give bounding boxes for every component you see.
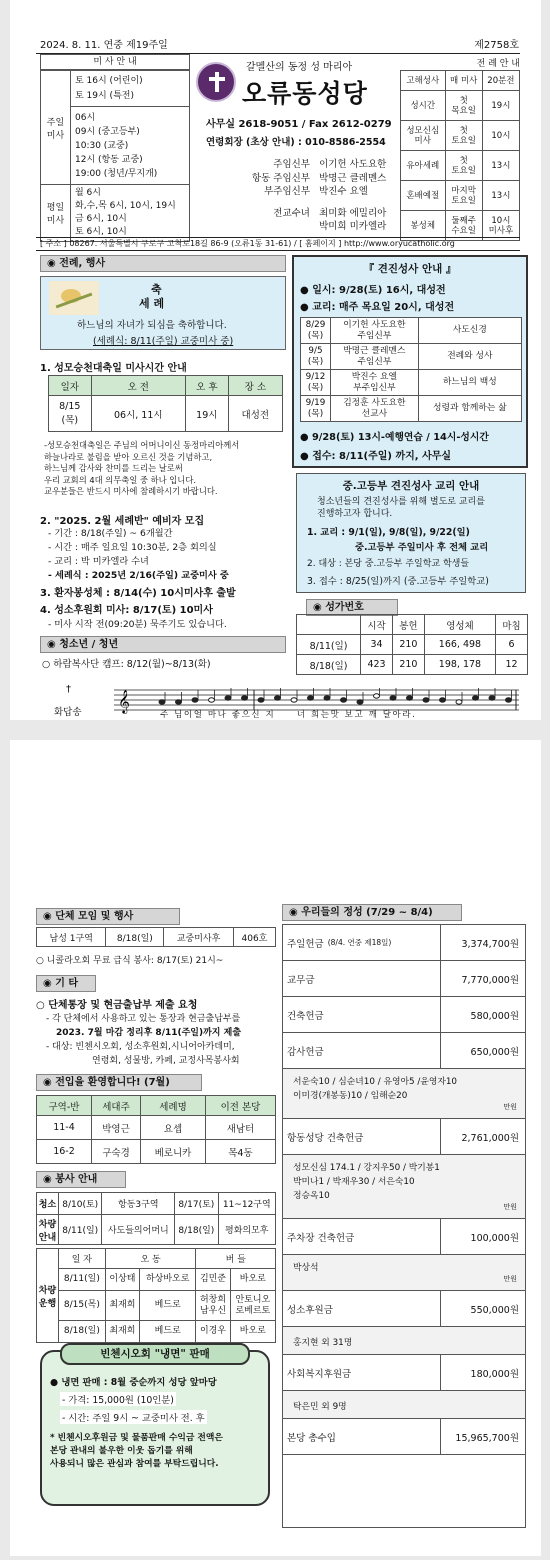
driver-head: 버 들: [196, 1249, 276, 1269]
offering-label: 성소후원금: [287, 1304, 333, 1316]
parish-subtitle: 갈멜산의 동정 성 마리아: [246, 62, 353, 73]
confirmation-cell: 박진수 요엘 부주임신부: [331, 370, 419, 396]
vocation-mass: 4. 성소후원회 미사: 8/17(토) 10미사: [40, 605, 213, 616]
confirmation-row: [301, 344, 522, 370]
offering-row: [283, 1033, 525, 1069]
note-head: [473, 696, 479, 700]
note-head: [225, 696, 231, 700]
confirmation-cell: 9/19 (목): [301, 396, 331, 422]
driver-cell: 8/15(목): [59, 1291, 106, 1321]
unit-label: 만원: [503, 1275, 517, 1283]
driver-head: 일 자: [59, 1249, 106, 1269]
confirmation-rehearsal: ● 9/28(토) 13시-예행연습 / 14시-성시간: [300, 432, 489, 443]
note-head: [489, 696, 495, 700]
nicola-service: ○ 니콜라오회 무료 급식 봉사: 8/17(토) 21시~: [36, 956, 224, 966]
offering-amount: 100,000원: [470, 1232, 519, 1244]
rite-cell: 첫 토요일: [445, 121, 482, 151]
driver-cell: 최재희: [105, 1291, 139, 1321]
note-head: [242, 696, 248, 700]
confirmation-cell: 8/29 (목): [301, 318, 331, 344]
confirmation-cell: 김정훈 사도요한 선교사: [331, 396, 419, 422]
confirmation-register: ● 접수: 8/11(주일) 까지, 사무실: [300, 451, 452, 462]
rosary-note: - 미사 시작 전(09:20분) 묵주기도 있습니다.: [48, 619, 227, 630]
yc-line-1b: 중.고등부 주일미사 후 전체 교리: [355, 542, 489, 553]
unit-label: 만원: [503, 1203, 517, 1211]
issue-date: 2024. 8. 11. 연중 제19주일: [40, 40, 168, 51]
driver-cell: 8/11(일): [59, 1269, 106, 1291]
section-etc: ◉ 기 타: [36, 975, 96, 992]
confirmation-class: ● 교리: 매주 목요일 20시, 대성전: [300, 302, 455, 313]
rite-cell: 10시: [482, 121, 519, 151]
rite-cell: 첫 목요일: [445, 91, 482, 121]
confirmation-cell: 하느님의 백성: [418, 370, 521, 396]
note-head: [456, 700, 462, 704]
cleaning-car-table: 청소 8/10(토) 항동3구역 8/17(토) 11~12구역 차량 안내 8/11(일) 사도들의어머니 8/18(일) 평화의모후: [36, 1192, 276, 1245]
offering-amount: 2,761,000원: [461, 1132, 519, 1144]
confirmation-row: [301, 318, 522, 344]
note-head: [423, 698, 429, 702]
section-service: ◉ 봉사 안내: [36, 1171, 126, 1188]
offering-label: 주차장 건축헌금: [287, 1232, 355, 1244]
driver-cell: 바오로: [230, 1269, 275, 1291]
note-head: [440, 698, 446, 702]
rite-info-header: 전 례 안 내: [476, 59, 520, 69]
donor-names: [283, 1155, 525, 1219]
donor-names: [283, 1069, 525, 1119]
unit-label: 만원: [503, 1103, 517, 1111]
rite-row: [401, 181, 520, 211]
youth-confirmation-box: [296, 473, 526, 593]
confirmation-box: [292, 255, 528, 468]
note-head: [506, 698, 512, 702]
donor-list: 서운숙10 / 심순녀10 / 유영아5 /윤영자10 이미경(개봉동)10 / 임해순20: [293, 1077, 458, 1101]
offering-label: 건축헌금: [287, 1010, 324, 1022]
note-head: [407, 696, 413, 700]
flower-image: [49, 281, 99, 315]
offering-note: (8/4. 연중 제18일): [327, 938, 392, 947]
parish-logo: [196, 62, 236, 102]
driver-cell: 안토니오 로베르토: [230, 1291, 275, 1321]
offering-amount: 180,000원: [470, 1368, 519, 1380]
offering-label: 주일헌금: [287, 938, 324, 950]
driver-cell: 허창희 남우신: [196, 1291, 230, 1321]
note-head: [192, 698, 198, 702]
driver-cell: 하상바오로: [140, 1269, 196, 1291]
offering-row: [283, 1355, 525, 1391]
rite-cell: 첫 토요일: [445, 151, 482, 181]
confirmation-cell: 9/5 (목): [301, 344, 331, 370]
bankbook-details: - 각 단체에서 사용하고 있는 통장과 현금출납부를 2023. 7월 마감 정리후 8/11(주일)까지 제출 - 대상: 빈첸시오회, 성소후원회,시니어아카데미, 연령회, 성물방, 카페, 교정사목봉사회: [46, 1014, 242, 1066]
driver-cell: 베드로: [140, 1321, 196, 1343]
note-head: [374, 694, 380, 698]
note-head: [308, 696, 314, 700]
offering-row: [283, 1119, 525, 1155]
welfare-donors: 탁은민 외 9명: [283, 1391, 525, 1419]
psalm-lyrics: 주 님이얼 마나 좋으신 지 너 희는맛 보고 깨 달아라.: [160, 710, 417, 720]
sun-mass-5: 19:00 (청년/무지개): [75, 168, 158, 179]
sun-mass-3: 10:30 (교중): [75, 140, 129, 151]
offering-label: 항동성당 건축헌금: [287, 1132, 364, 1144]
mass-schedule-table: [40, 70, 190, 242]
rite-cell: 13시: [482, 151, 519, 181]
rite-cell: 마지막 토요일: [445, 181, 482, 211]
youth-camp: ○ 하람복사단 캠프: 8/12(월)~8/13(화): [42, 659, 211, 670]
rite-cell: 성모신심 미사: [401, 121, 446, 151]
wk-mass-1: 월 6시: [75, 188, 101, 198]
treble-clef-icon: 𝄞: [118, 689, 130, 713]
section-hymns: ◉ 성가번호: [306, 599, 398, 616]
mass-info-header: 미 사 안 내: [40, 54, 190, 70]
rite-cell: 20분전: [482, 71, 519, 91]
yc-line-1: 1. 교리 : 9/1(일), 9/8(일), 9/22(일): [307, 527, 470, 538]
baptism-date: (세례식: 8/11(주일) 교중미사 중): [93, 336, 234, 347]
section-liturgy: ◉ 전례, 행사: [40, 255, 286, 272]
assumption-note: -성모승천대축일은 주님의 어머니이신 동정마리아께서 하늘나라로 불림을 받아 오르신 것을 기념하고, 하느님께 감사와 찬미를 드리는 날로써 우리 교회의 4대 의무축일 중 하나 입니다. 교우분들은 반드시 미사에 참례하시기 바랍니다.: [44, 440, 240, 496]
clergy-list: 주임신부 이기헌 사도요한 항동 주임신부 박명근 클레멘스 부주임신부 박진수 요엘 전교수녀 최미화 에밀리아 박미희 미카엘라: [251, 159, 387, 232]
bulletin-page-1: [10, 0, 541, 720]
bulletin-page-2: [10, 740, 541, 1556]
weekday-mass-label: 평일 미사: [41, 185, 71, 242]
wk-mass-3: 금 6시, 10시: [75, 214, 127, 224]
donor-list: 박상석: [293, 1263, 319, 1273]
rite-cell: 봉성체: [401, 211, 446, 241]
rite-row: [401, 211, 520, 241]
sat-mass-2: 토 19시 (특전): [75, 90, 134, 101]
welcome-table: 구역-반 세대주 세례명 이전 본당 11-4 박영근 요셉 새남터 16-2 구숙경 베로니카 목4동: [36, 1095, 276, 1164]
note-head: [176, 700, 182, 704]
sun-mass-2: 09시 (중고등부): [75, 126, 140, 137]
driver-row: [37, 1321, 276, 1343]
note-head: [390, 696, 396, 700]
baptism-box: [40, 276, 286, 350]
driver-row: [37, 1291, 276, 1321]
driver-cell: 최재희: [105, 1321, 139, 1343]
vocation-donors: 홍지현 외 31명: [283, 1327, 525, 1355]
confirmation-row: [301, 396, 522, 422]
offering-label: 사회복지후원금: [287, 1368, 352, 1380]
sick-communion: 3. 환자봉성체 : 8/14(수) 10시미사후 출발: [40, 588, 236, 599]
offering-row: [283, 925, 525, 961]
confirmation-row: [301, 370, 522, 396]
offering-row: [283, 997, 525, 1033]
driver-cell: 8/18(일): [59, 1321, 106, 1343]
rite-cell: 10시 미사후: [482, 211, 519, 241]
baptism-congrats: 하느님의 자녀가 되심을 축하합니다.: [77, 320, 227, 331]
offering-amount: 15,965,700원: [455, 1432, 519, 1444]
confirmation-cell: 성령과 함께하는 삶: [418, 396, 521, 422]
offering-row: [283, 1291, 525, 1327]
office-phone: 사무실 2618-9051 / Fax 2612-0279: [206, 119, 392, 130]
note-head: [341, 698, 347, 702]
wk-mass-4: 토 6시, 10시: [75, 227, 127, 237]
vincent-note: * 빈첸시오후원금 및 물품판매 수익금 전액은 본당 관내의 불우한 이웃 돕기를 위해 사용되니 많은 관심과 참여를 부탁드립니다.: [50, 1433, 223, 1469]
driver-table: [36, 1248, 276, 1343]
offering-amount: 580,000원: [470, 1010, 519, 1022]
note-head: [159, 700, 165, 704]
driver-row: [37, 1269, 276, 1291]
offering-label: 교무금: [287, 974, 315, 986]
offering-amount: 7,770,000원: [461, 974, 519, 986]
yc-line-2: 2. 대상 : 본당 중.고등부 주일학교 학생들: [307, 559, 470, 569]
confirmation-title: 『 견진성사 안내 』: [363, 263, 457, 275]
confirmation-cell: 이기헌 사도요한 주임신부: [331, 318, 419, 344]
funeral-chair-phone: 연령회장 (초상 안내) : 010-8586-2554: [206, 137, 386, 148]
offering-label: 감사헌금: [287, 1046, 324, 1058]
youth-confirmation-intro: 청소년들의 견진성사를 위해 별도로 교리를 진행하고자 합니다.: [317, 497, 485, 519]
rite-row: [401, 151, 520, 181]
rite-table: [400, 70, 520, 241]
vincent-box: [40, 1350, 270, 1506]
hymn-table: 시작 봉헌 영성체 마침 8/11(일) 34 210 166, 498 6 8/18(일) 423 210 198, 178 12: [296, 614, 528, 675]
youth-confirmation-title: 중.고등부 견진성사 교리 안내: [342, 480, 480, 492]
note-head: [357, 700, 363, 704]
confirmation-cell: 박명근 클레멘스 주임신부: [331, 344, 419, 370]
assumption-title: 1. 성모승천대축일 미사시간 안내: [40, 363, 187, 374]
rite-row: [401, 91, 520, 121]
assumption-table: 일자 오 전 오 후 장 소 8/15 (목) 06시, 11시 19시 대성전: [48, 375, 283, 432]
section-youth: ◉ 청소년 / 청년: [40, 636, 286, 653]
sun-mass-1: 06시: [75, 112, 96, 123]
sat-mass-1: 토 16시 (어린이): [75, 75, 143, 86]
rite-cell: 둘째주 수요일: [445, 211, 482, 241]
sunday-mass-label: 주일 미사: [41, 71, 71, 185]
donor-list: 성모신심 174.1 / 강지우50 / 박기봉1 박미나1 / 박재우30 / 서은숙10 정승옥10: [293, 1163, 440, 1201]
driver-head: 오 동: [105, 1249, 196, 1269]
confirmation-date: ● 일시: 9/28(토) 16시, 대성전: [300, 285, 446, 296]
offering-amount: 550,000원: [470, 1304, 519, 1316]
note-head: [275, 696, 281, 700]
offering-amount: 650,000원: [470, 1046, 519, 1058]
driver-cell: 이상태: [105, 1269, 139, 1291]
donor-names: [283, 1255, 525, 1291]
psalm-label: 화답송: [54, 707, 82, 718]
baptism-title-1: 축: [151, 283, 162, 296]
rite-cell: 유아세례: [401, 151, 446, 181]
parish-name: 오류동성당: [242, 79, 368, 108]
rite-row: [401, 121, 520, 151]
driver-cell: 이경우: [196, 1321, 230, 1343]
note-head: [209, 698, 215, 702]
driver-cell: 바오로: [230, 1321, 275, 1343]
wk-mass-2: 화,수,목 6시, 10시, 19시: [75, 201, 176, 211]
catechumen-lines: - 기간 : 8/18(주일) ~ 6개월간 - 시간 : 매주 일요일 10:30분, 2층 회의실 - 교리 : 박 미카엘라 수녀 - 세례식 : 2025년 2/16(주일) 교중미사 중: [48, 528, 229, 581]
rite-cell: 매 미사: [445, 71, 482, 91]
rite-cell: 19시: [482, 91, 519, 121]
confirmation-cell: 전례와 성사: [418, 344, 521, 370]
section-groups: ◉ 단체 모임 및 행사: [36, 908, 180, 925]
yc-line-3: 3. 접수 : 8/25(일)까지 (중.고등부 주일학교): [307, 576, 489, 587]
section-welcome: ◉ 전입을 환영합니다! (7월): [36, 1074, 202, 1091]
baptism-title-2: 세 례: [139, 297, 165, 310]
note-head: [258, 698, 264, 702]
rite-cell: 성시간: [401, 91, 446, 121]
driver-cell: 김민준: [196, 1269, 230, 1291]
vincent-line-1: ● 냉면 판매 : 8월 중순까지 성당 앞마당: [50, 1377, 217, 1388]
address-line: [ 주소 ] 08267. 서울특별시 구로구 고척로18길 86-9 (오류1동 31-61) / [ 홈페이지 ] http://www.oryucatholic.org: [40, 239, 455, 248]
offering-row: [283, 1219, 525, 1255]
note-head: [324, 696, 330, 700]
vincent-title: 빈첸시오회 "냉면" 판매: [60, 1343, 250, 1365]
offering-row: [283, 1419, 525, 1455]
rite-cell: 혼배예절: [401, 181, 446, 211]
rite-row: [401, 71, 520, 91]
confirmation-cell: 9/12 (목): [301, 370, 331, 396]
offering-amount: 3,374,700원: [461, 938, 519, 950]
bankbook-request: ○ 단체통장 및 현금출납부 제출 요청: [36, 1000, 198, 1011]
group-table: 남성 1구역 8/18(일) 교중미사후 406호: [36, 927, 276, 947]
offerings-table: [282, 924, 526, 1528]
confirmation-schedule: [300, 317, 522, 422]
vincent-line-3: - 시간: 주일 9시 ~ 교중미사 전. 후: [60, 1410, 207, 1424]
confirmation-cell: 사도신경: [418, 318, 521, 344]
offering-row: [283, 961, 525, 997]
vincent-line-2: - 가격: 15,000원 (10인분): [60, 1392, 176, 1406]
rite-cell: 고해성사: [401, 71, 446, 91]
rite-cell: 13시: [482, 181, 519, 211]
issue-number: 제2758호: [474, 40, 519, 51]
offering-label: 본당 총수입: [287, 1432, 336, 1444]
cross-icon: †: [66, 684, 71, 695]
driver-label: 차량 운행: [37, 1249, 59, 1343]
catechumen-title: 2. "2025. 2월 세례반" 예비자 모집: [40, 516, 205, 527]
driver-cell: 베드로: [140, 1291, 196, 1321]
section-offerings: ◉ 우리들의 정성 (7/29 ~ 8/4): [282, 904, 462, 921]
sun-mass-4: 12시 (항동 교중): [75, 154, 143, 165]
note-head: [291, 698, 297, 702]
